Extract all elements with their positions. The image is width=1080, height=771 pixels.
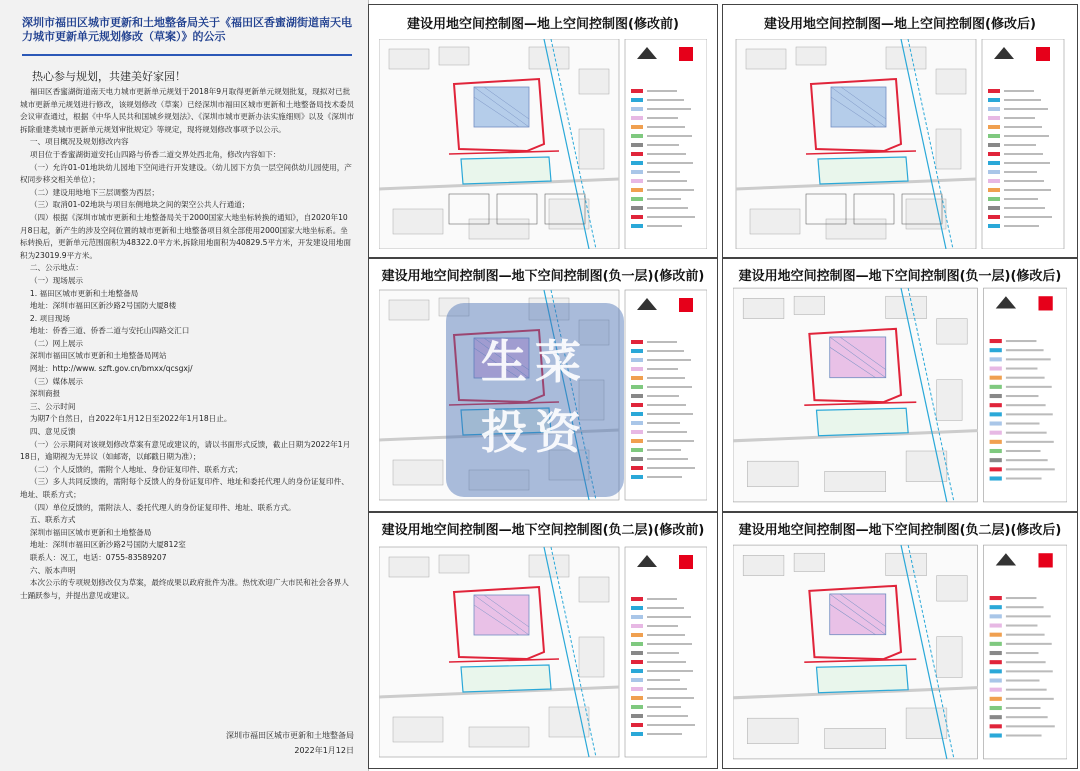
panel-title: 建设用地空间控制图—地上空间控制图(修改后)	[764, 17, 1036, 32]
control-map	[733, 39, 1067, 249]
notice-signature: 深圳市福田区城市更新和土地整备局	[226, 731, 354, 740]
notice-paragraph: 深圳商报	[29, 389, 61, 399]
control-map	[379, 543, 707, 761]
watermark-line: 投资	[481, 405, 589, 459]
title-underline	[22, 54, 352, 56]
notice-paragraph: 为期7个自然日，自2022年1月12日至2022年1月18日止。	[29, 414, 232, 424]
notice-paragraph: 二、公示地点：	[29, 263, 84, 273]
notice-paragraph: （四）根据《深圳市城市更新和土地整备局关于2000国家大地坐标转换的通知》，自2020年10月8日起，新产生的涉及空间位置的城市更新和土地整备项目须全部使用2000国家大地坐标系。坐标转换后，更新单元范围面积为48322.0平方米,拆除用地面积为40829.5平方米，开发建设用地面积为23019.9平方米。	[20, 212, 351, 260]
notice-paragraph: 项目位于香蜜湖街道安托山四路与侨香二道交界处西北角，修改内容如下：	[29, 149, 281, 159]
site-plan-drawing	[379, 39, 707, 249]
map-panel-b2-before	[368, 512, 718, 769]
panel-title: 建设用地空间控制图—地下空间控制图(负二层)(修改前)	[381, 523, 705, 538]
panel-title: 建设用地空间控制图—地下空间控制图(负二层)(修改后)	[738, 523, 1062, 538]
site-plan-drawing	[733, 39, 1067, 249]
notice-paragraph: 三、公示时间	[29, 401, 76, 411]
notice-panel	[0, 0, 369, 771]
notice-paragraph: 2. 项目现场	[29, 313, 70, 323]
notice-paragraph: 深圳市福田区城市更新和土地整备局网站	[29, 351, 167, 361]
notice-paragraph: 地址：侨香三道、侨香二道与安托山四路交汇口	[29, 326, 190, 336]
notice-paragraph: （二）建设用地地下三层调整为西层；	[29, 187, 159, 197]
notice-paragraph: （二）个人反馈的，需附个人地址、身份证复印件、联系方式；	[29, 464, 243, 474]
control-map	[379, 39, 707, 249]
notice-greeting: 热心参与规划，共建美好家园！	[32, 70, 186, 83]
watermark-logo	[446, 303, 624, 497]
notice-paragraph: 四、意见反馈	[29, 427, 76, 437]
site-plan-drawing	[733, 287, 1067, 503]
map-panel-b2-after	[722, 512, 1078, 769]
notice-paragraph: 五、联系方式	[29, 515, 76, 525]
notice-paragraph: 地址：深圳市福田区新沙路2号国防大厦812室	[29, 540, 186, 550]
panel-title: 建设用地空间控制图—地下空间控制图(负一层)(修改前)	[381, 269, 705, 284]
notice-paragraph: 六、版本声明	[29, 565, 76, 575]
map-panel-above-before	[368, 4, 718, 258]
notice-title: 深圳市福田区城市更新和土地整备局关于《福田区香蜜湖街道南天电力城市更新单元规划修改（草案）》的公示	[22, 16, 352, 43]
notice-paragraph: （三）取消01-02地块与项目东侧地块之间的架空公共人行通道；	[29, 200, 250, 210]
panel-title: 建设用地空间控制图—地上空间控制图(修改前)	[407, 17, 679, 32]
notice-paragraph: （一）允许01-01地块幼儿园地下空间进行开发建设。（幼儿园下方负一层空间供幼儿园使用，产权同步移交相关单位）；	[20, 162, 352, 185]
notice-date: 2022年1月12日	[294, 746, 354, 755]
notice-paragraph: 深圳市福田区城市更新和土地整备局	[29, 527, 152, 537]
notice-paragraph: 网址：http://www. szft.gov.cn/bmxx/qcsgxj/	[29, 364, 193, 374]
notice-paragraph: （二）网上展示	[29, 338, 84, 348]
notice-paragraph: 一、项目概况及规划修改内容	[29, 137, 129, 147]
notice-paragraph: （一）现场展示	[29, 275, 84, 285]
control-map	[733, 543, 1067, 761]
notice-paragraph: （四）单位反馈的，需附法人、委托代理人的身份证复印件、地址、联系方式。	[29, 502, 296, 512]
notice-body	[20, 86, 355, 602]
map-panel-b1-after	[722, 258, 1078, 512]
notice-paragraph: 福田区香蜜湖街道南天电力城市更新单元规划于2018年9月取得更新单元规划批复，现拟对已批城市更新单元规划进行修改，该规划修改（草案）已经深圳市福田区城市更新和土地整备局技术委员会议审查通过，根据《中华人民共和国城乡规划法》、《深圳市城市更新办法实施细则》以及《深圳市拆除重建类城市更新单元规划审批规定》等规定，现将规划修改事项予以公示。	[20, 87, 355, 134]
notice-paragraph: （三）多人共同反馈的，需附每个反馈人的身份证复印件、地址和委托代理人的身份证复印件、地址、联系方式；	[20, 477, 349, 499]
notice-paragraph: 本次公示的专项规划修改仅为草案，最终成果以政府批件为准。热忱欢迎广大市民和社会各界人士踊跃参与，并提出意见或建议。	[20, 578, 349, 600]
notice-paragraph: 联系人：况工，电话：0755-83589207	[29, 552, 167, 562]
site-plan-drawing	[379, 543, 707, 761]
notice-paragraph: （三）媒体展示	[29, 376, 84, 386]
notice-paragraph: 1. 福田区城市更新和土地整备局	[29, 288, 139, 298]
watermark-line: 生菜	[481, 335, 589, 389]
map-panel-above-after	[722, 4, 1078, 258]
control-map	[733, 287, 1067, 503]
site-plan-drawing	[733, 543, 1067, 761]
panel-title: 建设用地空间控制图—地下空间控制图(负一层)(修改后)	[738, 269, 1062, 284]
notice-paragraph: （一）公示期间对该规划修改草案有意见或建议的，请以书面形式反馈，截止日期为2022年1月18日，逾期视为无异议（如邮寄，以邮戳日期为准）；	[20, 439, 351, 462]
notice-paragraph: 地址：深圳市福田区新沙路2号国防大厦8楼	[29, 301, 177, 311]
